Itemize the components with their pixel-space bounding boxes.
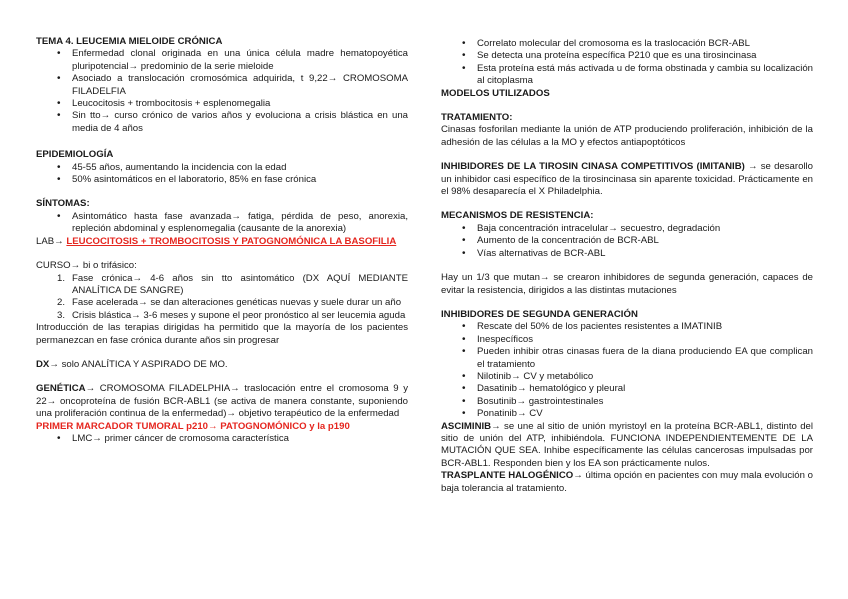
- modelos-title: MODELOS UTILIZADOS: [441, 87, 550, 99]
- top-list: [441, 38, 813, 88]
- item-text: Crisis blástica→ 3-6 meses y supone el peor pronóstico al ser leucemia aguda: [72, 309, 406, 321]
- trasplante-text: última opción en pacientes con muy mala evolución o baja tolerancia al tratamiento.: [441, 470, 813, 494]
- curso-intro: CURSO→ bi o trifásico:: [36, 260, 137, 272]
- list-item: • Nilotinib→ CV y metabólico: [441, 371, 813, 383]
- epidemiologia-title: EPIDEMIOLOGÍA: [36, 149, 114, 161]
- tratamiento-text: Cinasas fosforilan mediante la unión de ATP produciendo proliferación, inhibición de la adhesión de las células a la MO y efectos antiapoptóticos: [441, 124, 813, 148]
- list-item: • Inespecíficos: [441, 334, 813, 346]
- mutan-text: Hay un 1/3 que mutan→ se crearon inhibidores de segunda generación, capaces de evitar la resistencia, dirigidos a las distintas mutaciones: [441, 272, 813, 296]
- asciminib-text: se une al sitio de unión myristoyl en la proteína BCR-ABL1, distinto del sitio de unión del ATP, inhibiéndola. FUNCIONA INDEPENDIENTEMENTE DE LA MUTACIÓN QUE SEA. Inhibe específicamente las células cancerosas impulsadas por BCR-ABL1. Responden bien y los EA son prácticamente nulos.: [441, 420, 813, 469]
- list-item: [36, 273, 408, 298]
- lab-prefix: LAB→: [36, 235, 67, 247]
- segunda-title: INHIBIDORES DE SEGUNDA GENERACIÓN: [441, 308, 638, 320]
- curso-list: [36, 273, 408, 323]
- list-item: • Rescate del 50% de los pacientes resistentes a IMATINIB: [441, 321, 813, 333]
- list-item: • Esta proteína está más activada u de forma obstinada y cambia su localización al citoplasma: [441, 63, 813, 88]
- sintomas-title: SÍNTOMAS:: [36, 198, 90, 210]
- list-item: • Aumento de la concentración de BCR-ABL: [441, 235, 813, 247]
- list-item: • Dasatinib→ hematológico y pleural: [441, 383, 813, 395]
- list-item: • 45-55 años, aumentando la incidencia con la edad: [36, 162, 408, 174]
- item-number: 1.: [57, 272, 66, 284]
- dx-paragraph: [36, 359, 408, 371]
- asciminib-paragraph: [441, 421, 813, 471]
- genetica-text: CROMOSOMA FILADELPHIA→ traslocación entre el cromosoma 9 y 22→ oncoproteína de fusión BCR-ABL1 (se activa de manera constante, suponiendo una proliferación continua de la enfermedad)→ objetivo terapéutico de la enfermedad: [36, 383, 408, 420]
- item-number: 3.: [57, 309, 66, 321]
- item-number: 2.: [57, 297, 66, 309]
- intro-terapias: Introducción de las terapias dirigidas ha permitido que la mayoría de los pacientes permanezcan en fase crónica durante años sin progresar: [36, 322, 408, 346]
- list-item: • Pueden inhibir otras cinasas fuera de la diana produciendo EA que complican el tratamiento: [441, 346, 813, 371]
- list-item: • Bosutinib→ gastrointestinales: [441, 396, 813, 408]
- list-item: [36, 297, 408, 309]
- list-item: • 50% asintomáticos en el laboratorio, 85% en fase crónica: [36, 174, 408, 186]
- resistencia-title: MECANISMOS DE RESISTENCIA:: [441, 210, 594, 222]
- list-item: • Enfermedad clonal originada en una única célula madre hematopoyética pluripotencial→ predominio de la serie mieloide: [36, 48, 408, 73]
- tratamiento-title: TRATAMIENTO:: [441, 112, 513, 124]
- genetica-label: GENÉTICA→: [36, 383, 96, 395]
- list-item: • Sin tto→ curso crónico de varios años y evoluciona a crisis blástica en una media de 4 años: [36, 110, 408, 135]
- dx-text: solo ANALÍTICA Y ASPIRADO DE MO.: [58, 358, 228, 370]
- dx-label: DX→: [36, 358, 59, 370]
- list-item: • Asintomático hasta fase avanzada→ fatiga, pérdida de peso, anorexia, repleción abdominal y esplenomegalia (causante de la anorexia): [36, 211, 408, 236]
- segunda-list: [441, 321, 813, 420]
- tema-list: [36, 48, 408, 135]
- list-item: • Ponatinib→ CV: [441, 408, 813, 420]
- imatinib-paragraph: [441, 161, 813, 198]
- right-column: [441, 38, 813, 495]
- list-item: • Correlato molecular del cromosoma es la traslocación BCR-ABL: [441, 38, 813, 50]
- imatinib-text: → se desarollo un inhibidor casi específico de la tirosincinasa sin aparente toxicidad. Prácticamente en el 98% desaparecía el X Philadelphia.: [441, 161, 813, 198]
- list-item: • Vías alternativas de BCR-ABL: [441, 248, 813, 260]
- list-item: • Se detecta una proteína específica P210 que es una tirosincinasa: [441, 50, 813, 62]
- resistencia-list: [441, 223, 813, 260]
- item-text: Fase crónica→ 4-6 años sin tto asintomático (DX AQUÍ MEDIANTE ANALÍTICA DE SANGRE): [72, 272, 408, 296]
- sintomas-list: [36, 211, 408, 236]
- list-item: • Leucocitosis + trombocitosis + esplenomegalia: [36, 98, 408, 110]
- epidemiologia-list: [36, 162, 408, 187]
- lmc-list: [36, 433, 408, 445]
- genetica-paragraph: [36, 383, 408, 420]
- list-item: • Baja concentración intracelular→ secuestro, degradación: [441, 223, 813, 235]
- list-item: [36, 310, 408, 322]
- lab-paragraph: [36, 236, 408, 248]
- lab-highlight: LEUCOCITOSIS + TROMBOCITOSIS Y PATOGNOMÓNICA LA BASOFILIA: [66, 235, 397, 247]
- trasplante-paragraph: [441, 470, 813, 495]
- asciminib-label: ASCIMINIB→: [441, 420, 501, 432]
- left-column: [36, 36, 408, 445]
- trasplante-label: TRASPLANTE HALOGÉNICO→: [441, 470, 583, 482]
- tema-title: TEMA 4. LEUCEMIA MIELOIDE CRÓNICA: [36, 36, 223, 47]
- imatinib-title: INHIBIDORES DE LA TIROSIN CINASA COMPETITIVOS (IMITANIB): [441, 161, 745, 173]
- item-text: Fase acelerada→ se dan alteraciones genéticas nuevas y suele durar un año: [72, 297, 402, 309]
- list-item: • Asociado a translocación cromosómica adquirida, t 9,22→ CROMOSOMA FILADELFIA: [36, 73, 408, 98]
- marcador-tumoral: PRIMER MARCADOR TUMORAL p210→ PATOGNOMÓNICO y la p190: [36, 420, 350, 432]
- list-item: • LMC→ primer cáncer de cromosoma característica: [36, 433, 408, 445]
